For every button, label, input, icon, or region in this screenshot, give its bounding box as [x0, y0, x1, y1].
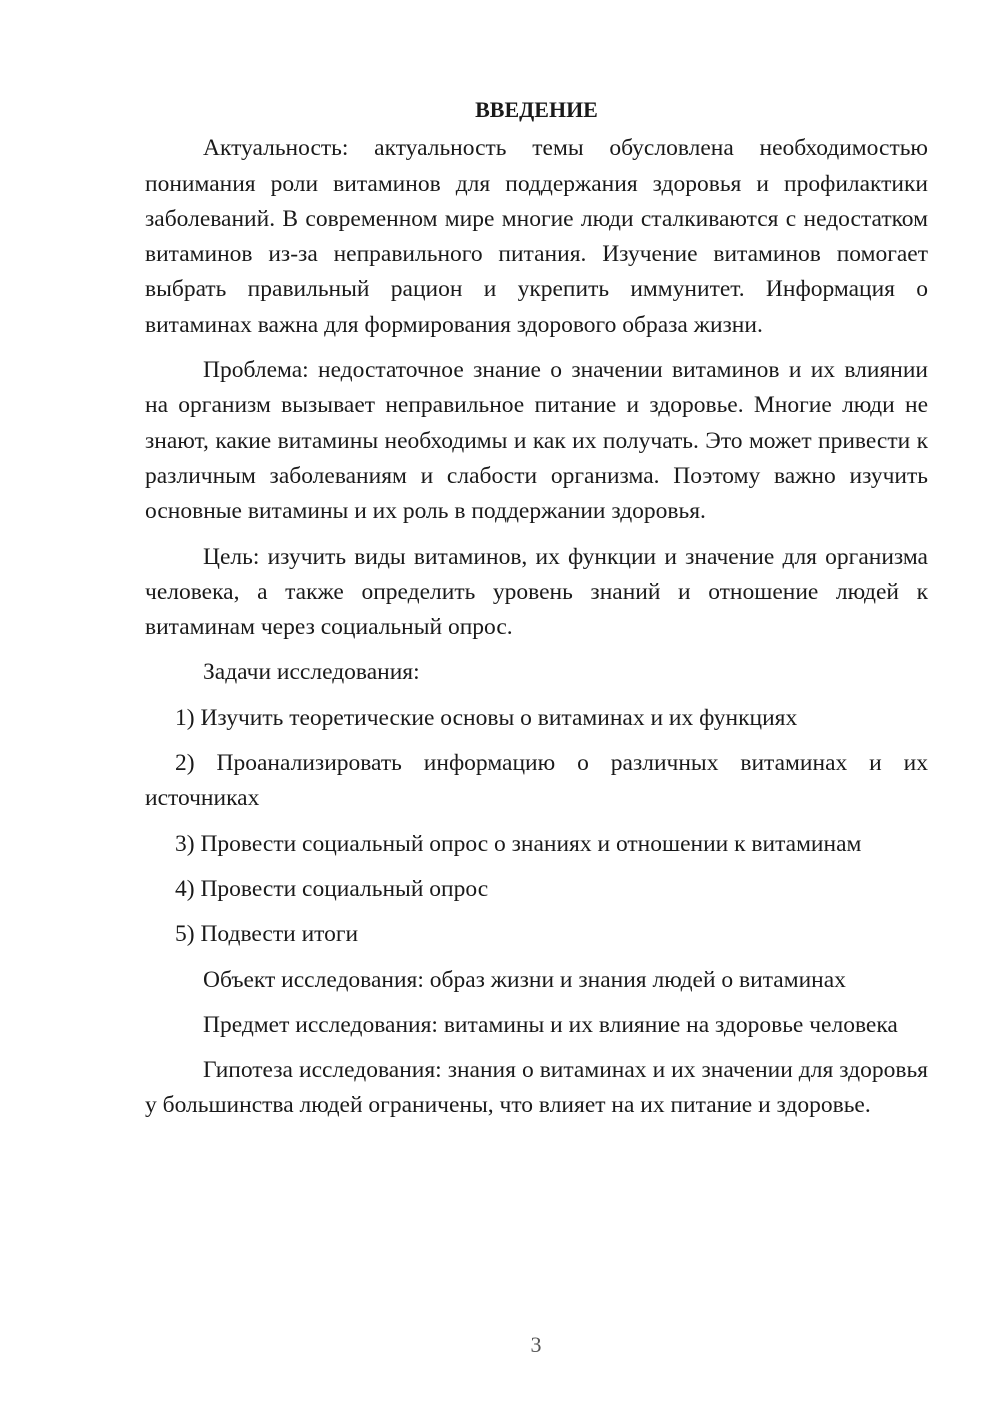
list-item: 5) Подвести итоги — [175, 921, 359, 948]
paragraph-relevance: Актуальность: актуальность темы обусловлена необходимостью понимания роли витаминов для поддержания здоровья и профилактики заболеваний. В современном мире многие люди сталкиваются с недостатком витаминов из-за неправильного питания. Изучение витаминов помогает выбрать правильный рацион и укрепить иммунитет. Информация о витаминах важна для формирования здорового образа жизни. — [145, 135, 928, 338]
paragraph-subject: Предмет исследования: витамины и их влияние на здоровье человека — [203, 1011, 898, 1038]
tasks-list — [145, 701, 928, 953]
list-item: 2) Проанализировать информацию о различных витаминах и их источниках — [145, 750, 928, 812]
list-item: 4) Провести социальный опрос — [175, 875, 489, 902]
section-heading: ВВЕДЕНИЕ — [475, 97, 598, 122]
paragraph-goal: Цель: изучить виды витаминов, их функции и значение для организма человека, а также определить уровень знаний и отношение людей к витаминам через социальный опрос. — [145, 543, 928, 641]
tasks-title: Задачи исследования: — [203, 659, 420, 686]
page-content — [145, 92, 928, 1134]
paragraph-hypothesis: Гипотеза исследования: знания о витаминах и их значении для здоровья у большинства людей ограничены, что влияет на их питание и здоровье. — [145, 1057, 928, 1119]
list-item: 3) Провести социальный опрос о знаниях и отношении к витаминам — [175, 830, 862, 857]
paragraph-object: Объект исследования: образ жизни и знания людей о витаминах — [203, 966, 846, 993]
page-number: 3 — [530, 1332, 542, 1357]
paragraph-problem: Проблема: недостаточное знание о значении витаминов и их влиянии на организм вызывает неправильное питание и здоровье. Многие люди не знают, какие витамины необходимы и как их получать. Это может привести к различным заболеваниям и слабости организма. Поэтому важно изучить основные витамины и их роль в поддержании здоровья. — [145, 357, 928, 525]
list-item: 1) Изучить теоретические основы о витаминах и их функциях — [175, 704, 798, 731]
